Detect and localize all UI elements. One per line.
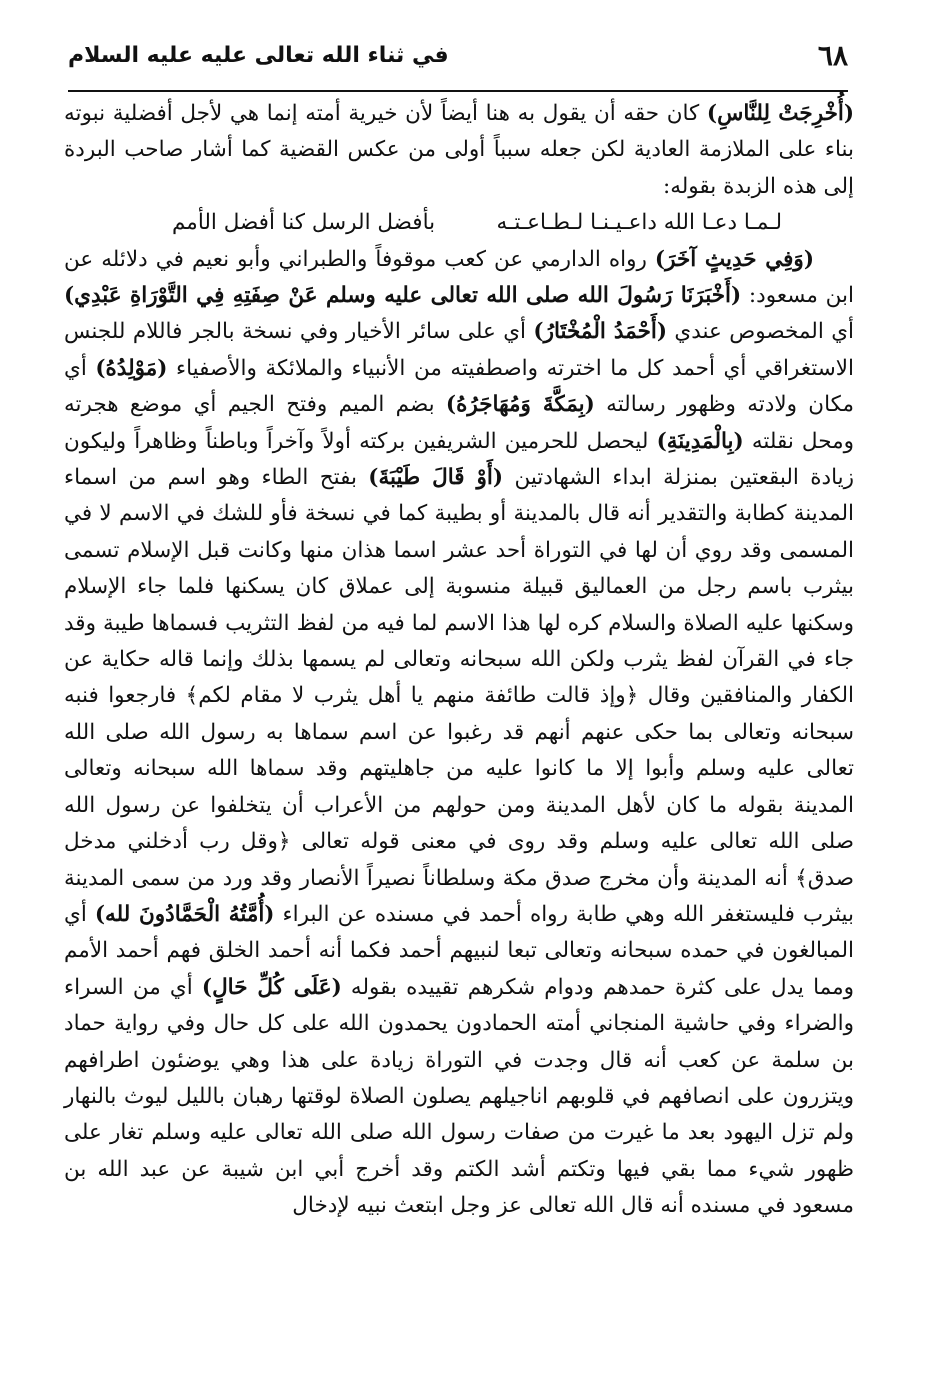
- matn-phrase: (أُمَّتُهُ الْحَمَّادُونَ لله): [94, 901, 275, 927]
- poem-hemistich-left: بأفضل الرسل كنا أفضل الأمم: [172, 210, 436, 236]
- poem-hemistich-right: لـمـا دعـا الله داعـيـنـا لـطـاعـتـه: [496, 210, 782, 236]
- commentary-text: أي المخصوص عندي: [667, 319, 855, 345]
- commentary-text: أي مكان ولادته وظهور رسالته: [64, 355, 855, 418]
- matn-phrase: (بِالْمَدِينَةِ): [656, 428, 744, 454]
- matn-phrase: (وَفِي حَدِيثٍ آخَرَ): [654, 246, 814, 272]
- paragraph-intro: [64, 96, 854, 205]
- commentary-text: أي من السراء والضراء وفي حاشية المنجاني أمته الحمادون يحمدون الله على كل حال وفي رواية حماد بن سلمة عن كعب أنه قال وجدت في التوراة زيادة على هذا وهي يوضئون اطرافهم ويتزرون على انصافهم في قلوبهم اناجيلهم يصلون الصلاة لوقتها رهبان بالليل ليوث بالنهار ولم تزل اليهود بعد ما غيرت من صفات رسول الله صلى الله تعالى عليه وسلم تغار على ظهور شيء مما بقي فيها وتكتم أشد الكتم وقد أخرج أبي ابن شيبة عن عبد الله بن مسعود في مسنده أنه قال الله تعالى عز وجل ابتعث نبيه لإدخال: [64, 974, 855, 1219]
- header-divider: [68, 90, 848, 92]
- quran-quote: ﴿وإذ قالت طائفة منهم يا أهل يثرب لا مقام لكم﴾: [185, 683, 639, 709]
- poem-verse: [64, 205, 854, 241]
- running-title: في ثناء الله تعالى عليه عليه السلام: [68, 43, 449, 68]
- matn-phrase: (أَوْ قَالَ طَيْبَةَ): [368, 465, 504, 491]
- commentary-text: أي على سائر الأخيار وفي نسخة بالجر فاللام للجنس الاستغراقي أي أحمد كل ما اخترته واصطفيته من الأنبياء والملائكة والأصفياء: [64, 319, 854, 381]
- commentary-text: بضم الميم وفتح الجيم أي موضع هجرته ومحل نقلته: [64, 392, 854, 454]
- matn-phrase: (أَخْبَرَنَا رَسُولَ الله صلى الله تعالى عليه وسلم عَنْ صِفَتِهِ فِي التَّوْرَاةِ عَبْدِي): [64, 283, 742, 309]
- commentary-text: ليحصل للحرمين الشريفين بركته أولاً وآخراً وباطناً وظاهراً وليكون زيادة البقعتين بمنزلة ابداء الشهادتين: [64, 428, 854, 491]
- quran-phrase: (أُخْرِجَتْ لِلنَّاسِ): [706, 101, 855, 126]
- page-header: [68, 34, 848, 84]
- commentary-text: أي المبالغون في حمده سبحانه وتعالى تبعا لنبيهم أحمد فكما أنه أحمد الخلق فهم أحمد الأمم ومما يدل على كثرة حمدهم ودوام شكرهم تقييده بقوله: [64, 901, 854, 1000]
- page-number: ٦٨: [817, 39, 848, 72]
- matn-phrase: (مَوْلِدُهُ): [95, 355, 168, 381]
- matn-phrase: (عَلَى كُلِّ حَالٍ): [201, 974, 342, 1000]
- commentary-text: فارجعوا فنبه سبحانه وتعالى بما حكى عنهم أنهم قد رغبوا عن اسم سماها به رسول الله صلى الله تعالى عليه وسلم وأبوا إلا ما كانوا عليه من جاهليتهم وقد سماها الله سبحانه وتعالى المدينة بقوله ما كان لأهل المدينة ومن حولهم من الأعراب أن يتخلفوا عن رسول الله صلى الله تعالى عليه وسلم وقد روى في معنى قوله تعالى: [64, 683, 854, 855]
- paragraph-hadith: [64, 242, 854, 1225]
- commentary-text: أنه المدينة وأن مخرج صدق مكة وسلطاناً نصيراً الأنصار وقد ورد من سمى المدينة بيثرب فليستغفر الله وهي طابة رواه أحمد في مسنده عن البراء: [64, 865, 854, 927]
- page-body: [64, 96, 854, 1225]
- matn-phrase: (بِمَكَّةَ وَمُهَاجَرُهُ): [445, 392, 595, 418]
- quran-quote: ﴿وقل رب أدخلني مدخل صدق﴾: [64, 829, 854, 891]
- commentary-text: بفتح الطاء وهو اسم من اسماء المدينة كطابة والتقدير أنه قال بالمدينة أو بطيبة كما في نسخة فأو للشك في الاسم لا في المسمى وقد روي أن لها في التوراة أحد عشر اسما هذان منها وكانت قبل الإسلام تسمى بيثرب باسم رجل من العماليق قبيلة منسوبة إلى عملاق كان يسكنها فلما جاء الإسلام وسكنها عليه الصلاة والسلام كره لها هذا الاسم لما فيه من لفظ التثريب فسماها طيبة وقد جاء في القرآن لفظ يثرب ولكن الله سبحانه وتعالى لم يسمها بذلك وإنما قاله حكاية عن الكفار والمنافقين وقال: [64, 465, 854, 709]
- commentary-text: كان حقه أن يقول به هنا أيضاً لأن خيرية أمته إنما هي لأجل أفضلية نبوته بناء على الملازمة العادية لكن جعله سبباً أولى من عكس القضية كما أشار صاحب البردة إلى هذه الزبدة بقوله:: [64, 101, 854, 199]
- commentary-text: رواه الدارمي عن كعب موقوفاً والطبراني وأبو نعيم في دلائله عن ابن مسعود:: [64, 246, 854, 309]
- matn-phrase: (أَحْمَدُ الْمُخْتَارُ): [533, 319, 668, 345]
